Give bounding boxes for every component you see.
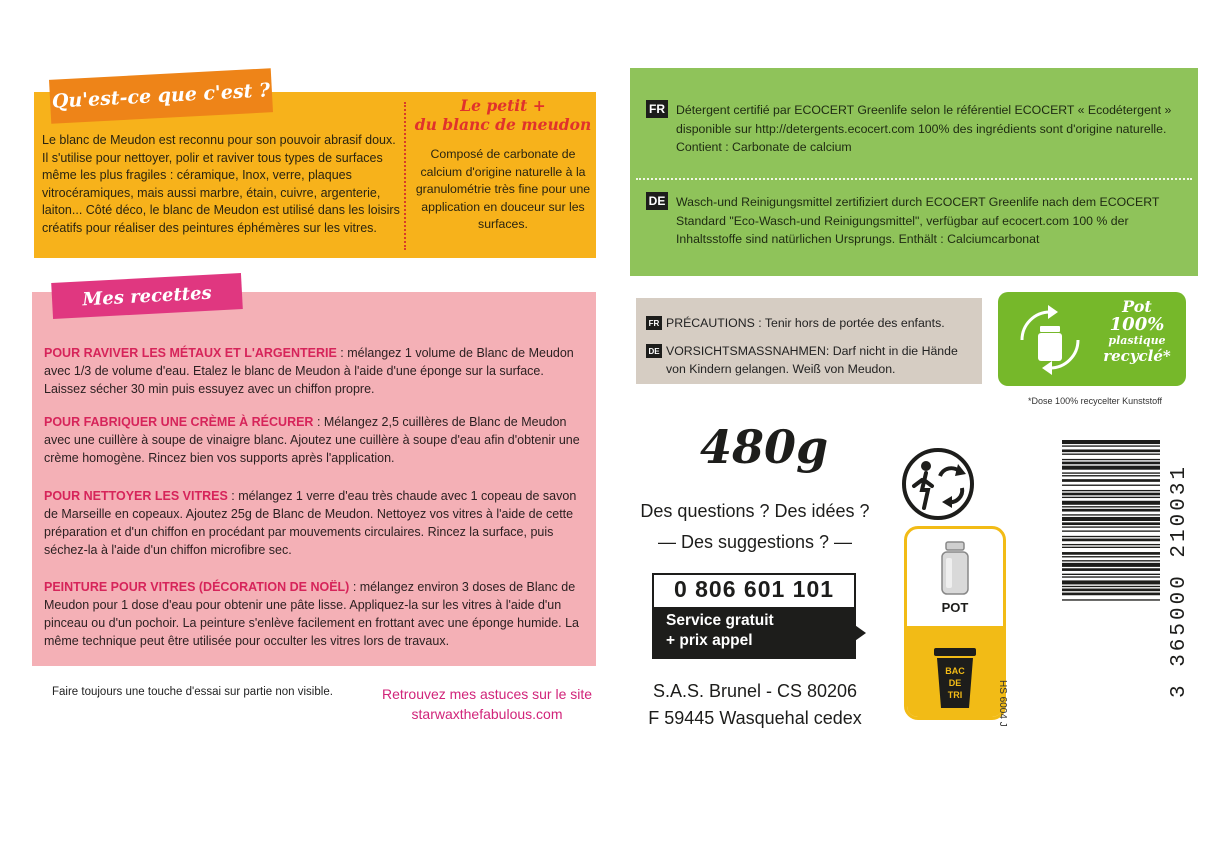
recipe-title: PEINTURE POUR VITRES (DÉCORATION DE NOËL)	[44, 580, 350, 594]
recipe-body: : mélangez 1 volume de Blanc de Meudon avec 1/3 de volume d'eau. Etalez le blanc de Meudon à l'aide d'une éponge sur la surface. Laissez sécher 30 min puis essuyez avec un chiffon propre.	[44, 346, 574, 396]
phone-number[interactable]: 0 806 601 101	[673, 576, 835, 602]
lang-badge-fr: FR	[646, 316, 662, 330]
barcode-bar	[1062, 490, 1160, 491]
barcode-bar	[1062, 479, 1160, 482]
barcode-bar	[1062, 472, 1160, 473]
recipe-title: POUR FABRIQUER UNE CRÈME À RÉCURER	[44, 415, 314, 429]
certification-text-de: Wasch-und Reinigungsmittel zertifiziert durch ECOCERT Greenlife nach dem ECOCERT Standard "Eco-Wasch-und Reinigungsmittel", verfügbar auf ecocert.com 100 % der Inhaltsstoffe sind natürlichen Ursprungs. Enthält : Calciumcarbonat	[676, 195, 1160, 246]
triman-icon	[900, 446, 976, 522]
barcode-bar	[1062, 563, 1160, 567]
barcode-bar	[1062, 547, 1160, 548]
suggestions-line: — Des suggestions ? —	[657, 532, 853, 552]
info-title: Qu'est-ce que c'est ?	[51, 79, 271, 113]
service-line: Service gratuit	[666, 612, 774, 629]
sorting-bin-icon	[930, 646, 980, 710]
company-address	[630, 678, 880, 732]
recycle-jar-icon	[1010, 300, 1090, 378]
barcode-bar	[1062, 459, 1160, 460]
website-promo-text: Retrouvez mes astuces sur le site	[381, 686, 593, 702]
service-text	[666, 611, 846, 651]
company-city: F 59445 Wasquehal cedex	[648, 708, 862, 728]
barcode-bar	[1062, 440, 1160, 444]
recipe-title: POUR NETTOYER LES VITRES	[44, 489, 228, 503]
info-divider	[404, 102, 406, 250]
barcode-bar	[1062, 493, 1160, 496]
barcode-bar	[1062, 544, 1160, 545]
barcode-bar	[1062, 445, 1160, 446]
arrow-tip-icon	[852, 623, 866, 643]
certification-divider	[636, 178, 1192, 180]
lang-badge-de: DE	[646, 344, 662, 358]
barcode-bar	[1062, 568, 1160, 571]
barcode-bar	[1062, 586, 1160, 587]
barcode-bar	[1062, 514, 1160, 515]
recycled-line: recyclé*	[1103, 347, 1171, 365]
barcode-bar	[1062, 449, 1160, 452]
recipe-item	[44, 578, 584, 650]
recipe-body: : mélangez 1 verre d'eau très chaude avec 1 copeau de savon de Marseille en copeaux. Ajoutez 25g de Blanc de Meudon. Nettoyez vos vitres à l'aide de cette préparation et d'un chiffon en procédant par mouvements circulaires. Rincez la surface, puis séchez-la à l'aide d'un chiffon microfibre sec.	[44, 489, 577, 557]
pot-label: POT	[941, 600, 969, 615]
recipe-item	[44, 487, 584, 559]
barcode-bar	[1062, 522, 1160, 525]
bin-label: TRI	[947, 690, 963, 700]
barcode-bar	[1062, 497, 1160, 498]
barcode-bar	[1062, 517, 1160, 521]
recycled-note: *Dose 100% recycelter Kunststoff	[1028, 396, 1162, 406]
barcode-bar	[1062, 462, 1160, 465]
barcode-bar	[1062, 536, 1160, 537]
batch-code: HS 6004 J	[997, 680, 1008, 727]
website-url: starwaxthefabulous.com	[411, 706, 563, 722]
recipe-title: POUR RAVIVER LES MÉTAUX ET L'ARGENTERIE	[44, 346, 337, 360]
test-note: Faire toujours une touche d'essai sur partie non visible.	[52, 686, 333, 698]
barcode-bar	[1062, 556, 1160, 557]
questions-block	[630, 496, 880, 558]
net-weight: 480g	[700, 420, 829, 474]
website-promo	[372, 684, 602, 724]
recycled-text	[1092, 298, 1182, 365]
barcode-bar	[1062, 454, 1160, 455]
recycled-line: plastique	[1108, 334, 1166, 347]
recycled-badge	[998, 292, 1186, 386]
barcode-bar	[1062, 599, 1160, 600]
barcode-bar	[1062, 560, 1160, 561]
precautions-text-fr: PRÉCAUTIONS : Tenir hors de portée des enfants.	[666, 316, 945, 330]
recipe-item	[44, 413, 584, 467]
recycled-line: 100%	[1109, 314, 1165, 335]
recycled-line: Pot	[1122, 297, 1152, 316]
barcode-bar	[1062, 475, 1160, 476]
petit-title: Le petit + du blanc de meudon	[414, 96, 592, 134]
service-price: + prix appel	[666, 632, 753, 649]
barcode-bar	[1062, 506, 1160, 507]
questions-line: Des questions ? Des idées ?	[640, 501, 870, 521]
barcode-bar	[1062, 530, 1160, 531]
barcode-bar	[1062, 576, 1160, 577]
company-line: S.A.S. Brunel - CS 80206	[652, 681, 858, 701]
info-body: Le blanc de Meudon est reconnu pour son pouvoir abrasif doux. Il s'utilise pour nettoyer, polir et raviver tous types de surfaces même les plus fragiles : céramique, Inox, verre, plaques vitrocéramiques, mais aussi marbre, étain, cuivre, argenterie, laiton... Côté déco, le blanc de Meudon est utilisé dans les loisirs créatifs pour réaliser des peintures éphémères sur les vitres.	[42, 133, 400, 235]
barcode-bar	[1062, 485, 1160, 486]
certification-text-fr: Détergent certifié par ECOCERT Greenlife selon le référentiel ECOCERT « Ecodétergent » disponible sur http://detergents.ecocert.com 100% des ingrédients sont d'origine naturelle. Contient : Carbonate de calcium	[676, 103, 1172, 154]
barcode-bar	[1062, 574, 1160, 575]
recipes-title: Mes recettes	[81, 282, 213, 310]
barcode-bar	[1062, 501, 1160, 505]
barcode-bar	[1062, 539, 1160, 542]
barcode-bar	[1062, 593, 1160, 596]
jar-icon	[938, 540, 972, 596]
barcode-bar	[1062, 589, 1160, 592]
barcode-bar	[1062, 580, 1160, 584]
barcode-bar	[1062, 466, 1160, 470]
precautions-text-de: VORSICHTSMASSNAHMEN: Darf nicht in die Hände von Kindern gelangen. Weiß von Meudon.	[666, 344, 958, 376]
recipe-body: : Mélangez 2,5 cuillères de Blanc de Meudon avec une cuillère à soupe de vinaigre blanc. Ajoutez une cuillère à soupe d'eau afin d'obtenir une crème homogène. Rincez bien vos supports après l'application.	[44, 415, 580, 465]
barcode-bar	[1062, 552, 1160, 555]
lang-badge-de: DE	[646, 192, 668, 210]
bin-label: DE	[948, 678, 962, 688]
barcode-digits: 3 365000 210031	[1168, 463, 1191, 698]
lang-badge-fr: FR	[646, 100, 668, 118]
bin-label: BAC	[945, 666, 965, 676]
recipe-body: : mélangez environ 3 doses de Blanc de Meudon pour 1 dose d'eau pour obtenir une pâte lisse. Appliquez-la sur les vitres à l'aide d'un pinceau ou d'un pochoir. La peinture s'enlève facilement en frottant avec une éponge humide. La même technique peut être utilisée pour occulter les vitres lors de travaux.	[44, 580, 580, 648]
petit-body: Composé de carbonate de calcium d'origine naturelle à la granulométrie très fine pour une application en douceur sur les surfaces.	[415, 147, 591, 231]
barcode-bar	[1062, 526, 1160, 527]
barcode-bar	[1062, 509, 1160, 512]
recipe-item	[44, 344, 584, 398]
